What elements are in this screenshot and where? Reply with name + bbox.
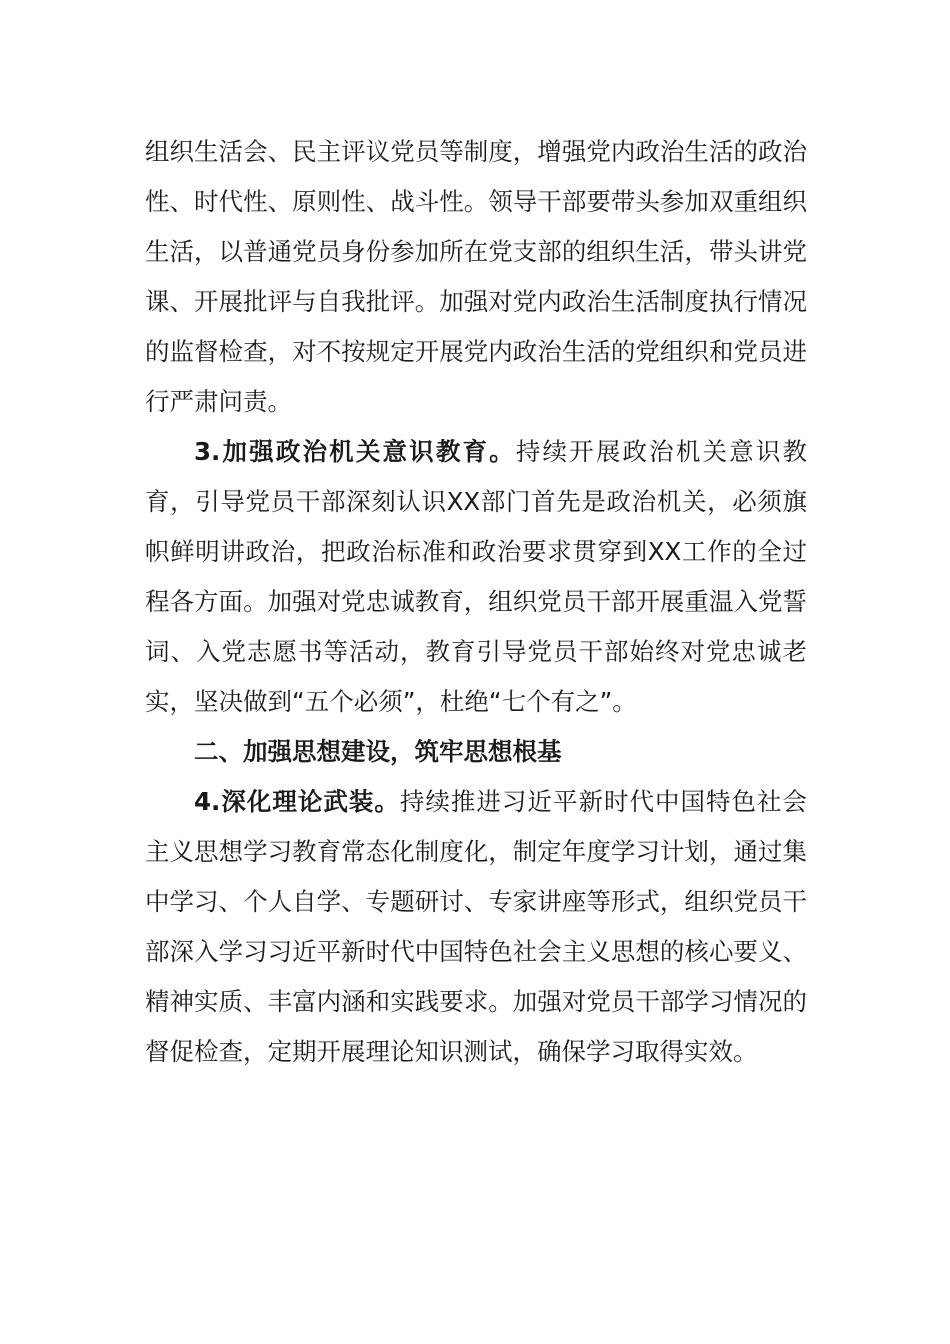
paragraph-text: 持续推进习近平新时代中国特色社会主义思想学习教育常态化制度化，制定年度学习计划，通过集中学习、个人自学、专题研讨、专家讲座等形式，组织党员干部深入学习习近平新时代中国特色社会主义思想的核心要义、精神实质、丰富内涵和实践要求。加强对党员干部学习情况的督促检查，定期开展理论知识测试，确保学习取得实效。 [145,787,807,1066]
paragraph-text: 持续开展政治机关意识教育，引导党员干部深刻认识XX部门首先是政治机关，必须旗帜鲜明讲政治，把政治标准和政治要求贯穿到XX工作的全过程各方面。加强对党忠诚教育，组织党员干部开展重温入党誓词、入党志愿书等活动，教育引导党员干部始终对党忠诚老实，坚决做到“五个必须”，杜绝“七个有之”。 [145,437,807,716]
paragraph-theory-armament [145,777,807,1077]
section-heading: 二、加强思想建设，筑牢思想根基 [194,737,562,766]
document-body [145,127,807,1077]
paragraph-continuation [145,127,807,427]
paragraph-text: 组织生活会、民主评议党员等制度，增强党内政治生活的政治性、时代性、原则性、战斗性。领导干部要带头参加双重组织生活，以普通党员身份参加所在党支部的组织生活，带头讲党课、开展批评与自我批评。加强对党内政治生活制度执行情况的监督检查，对不按规定开展党内政治生活的党组织和党员进行严肃问责。 [145,137,807,416]
paragraph-lead: 3.加强政治机关意识教育。 [194,437,516,466]
paragraph-lead: 4.深化理论武装。 [194,787,400,816]
paragraph-political-organ-education [145,427,807,727]
